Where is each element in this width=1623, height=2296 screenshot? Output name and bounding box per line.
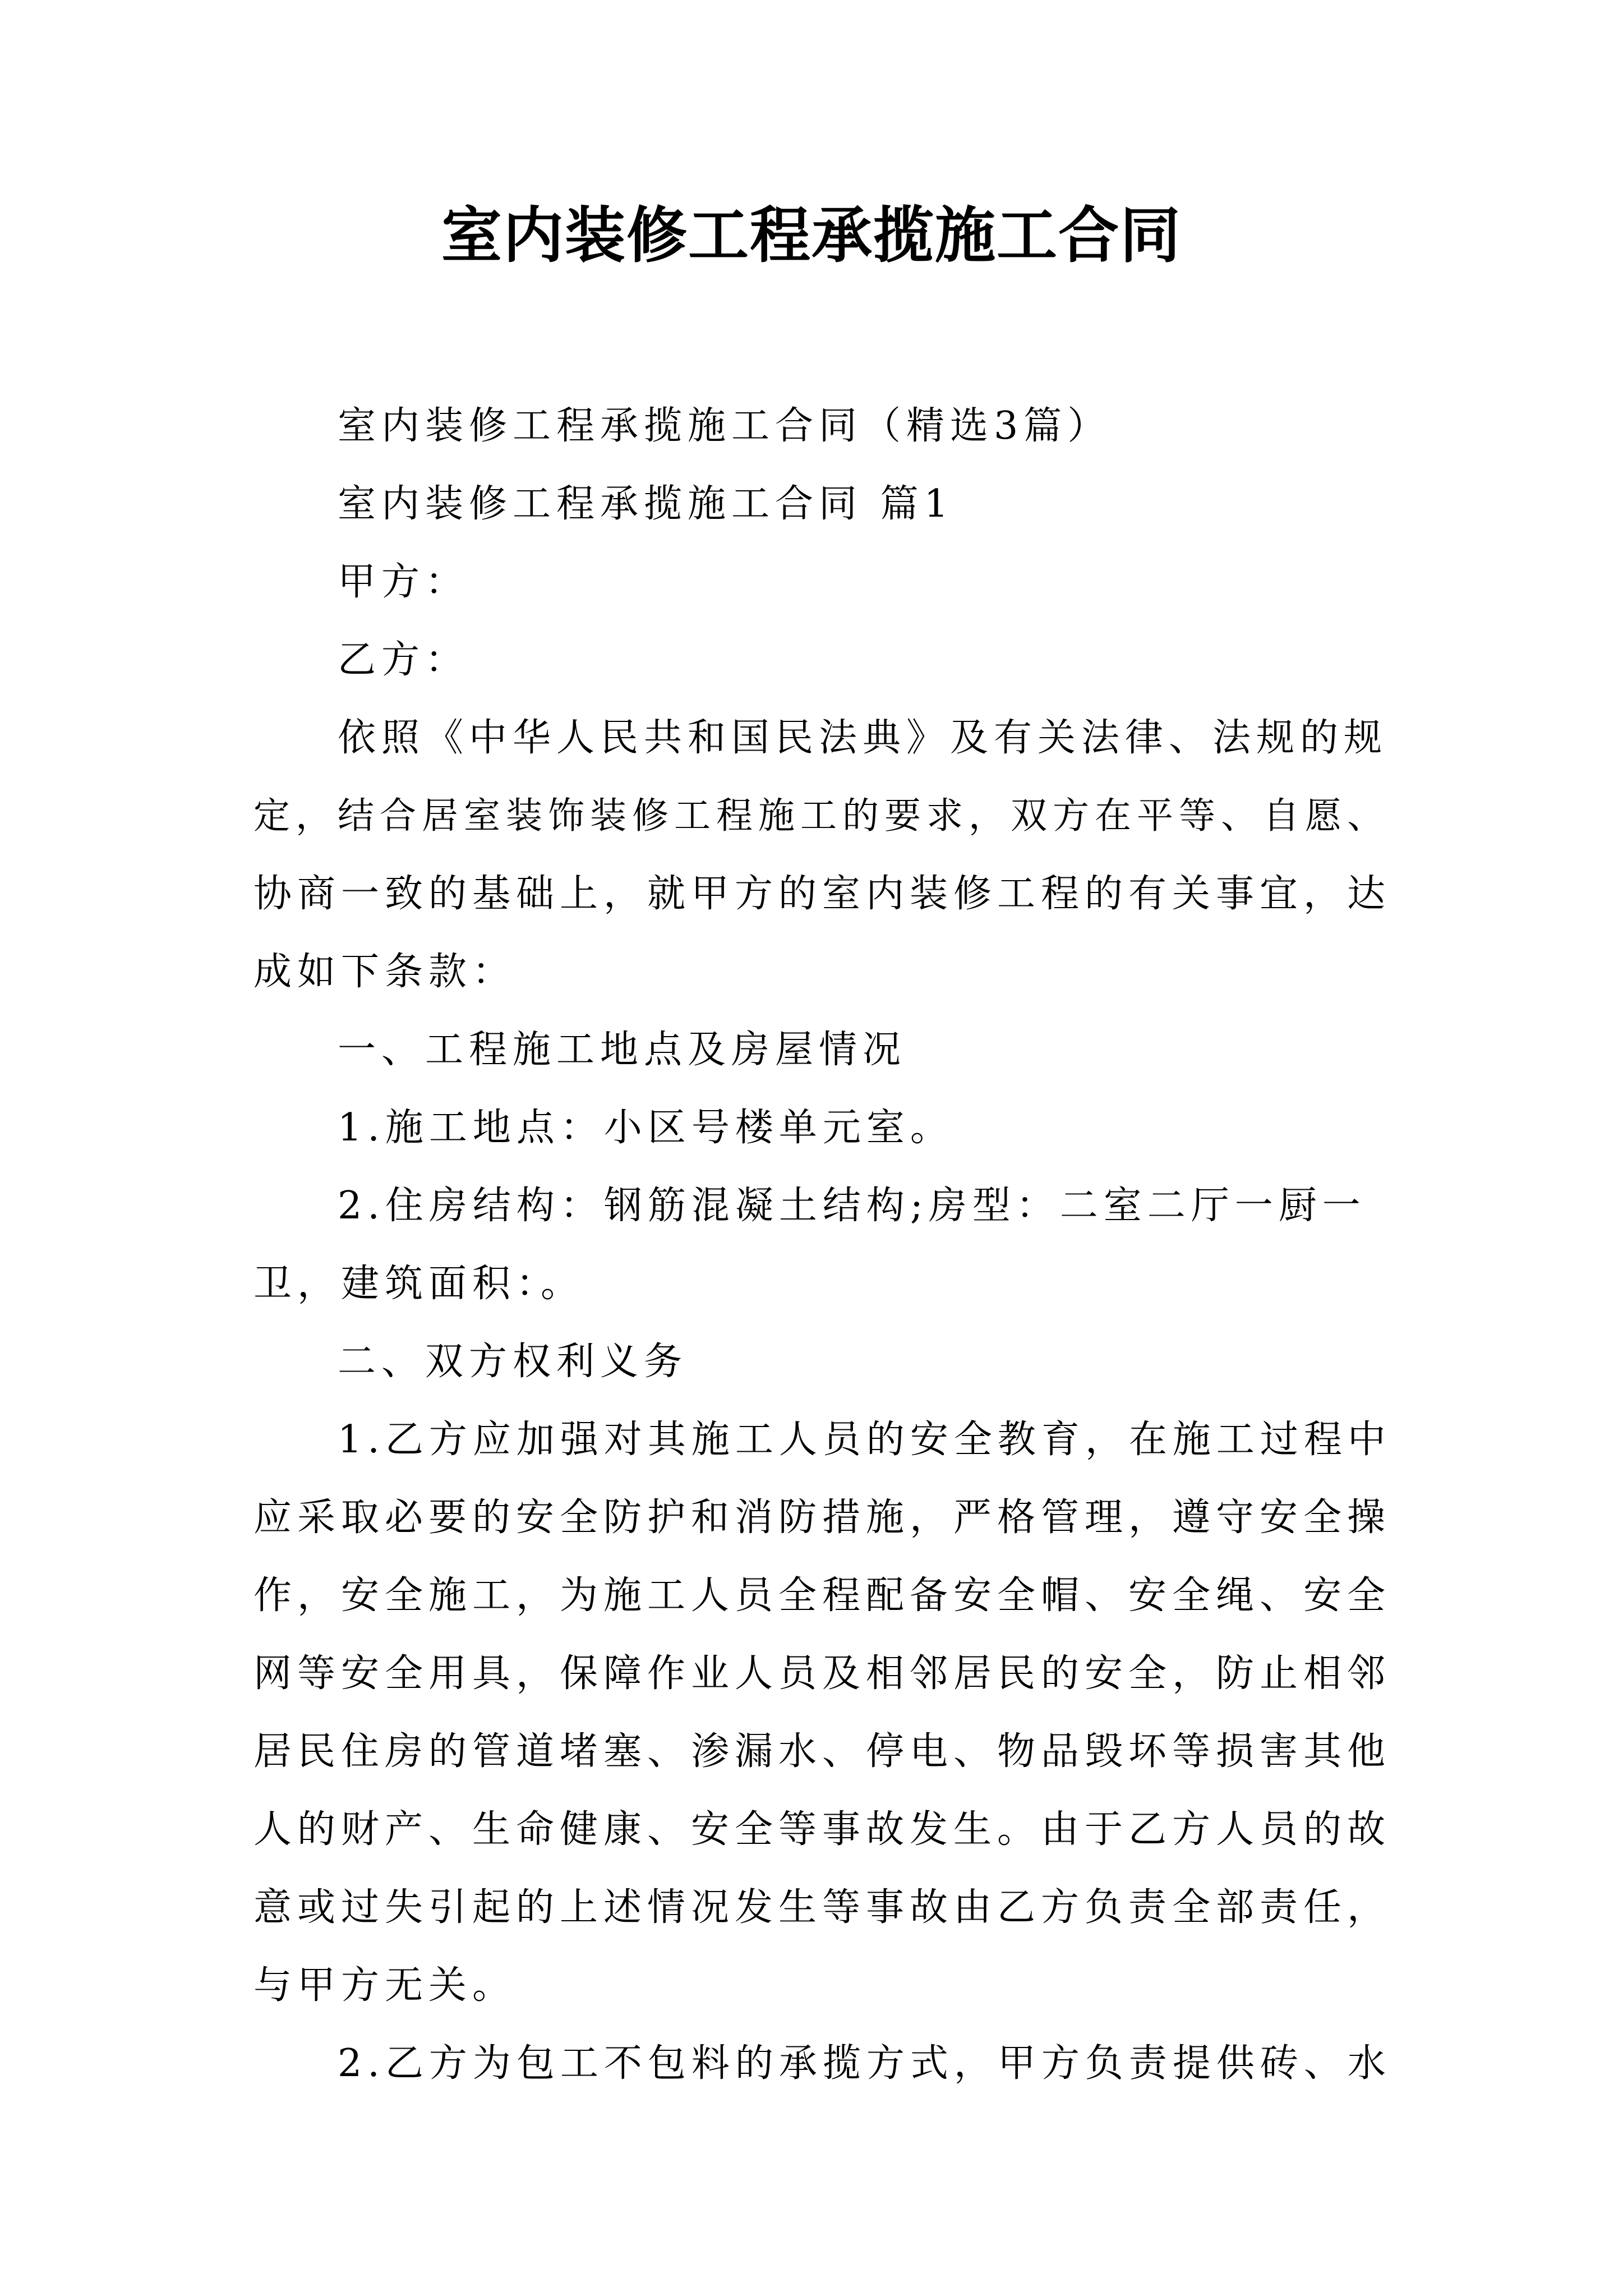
body-line: 意或过失引起的上述情况发生等事故由乙方负责全部责任， (253, 1885, 1391, 1930)
body-line: 居民住房的管道堵塞、渗漏水、停电、物品毁坏等损害其他 (253, 1729, 1391, 1774)
body-line: 协商一致的基础上，就甲方的室内装修工程的有关事宜，达 (253, 872, 1391, 916)
body-line: 乙方： (338, 638, 469, 682)
body-line: 人的财产、生命健康、安全等事故发生。由于乙方人员的故 (253, 1807, 1391, 1852)
document-body (253, 387, 1398, 2102)
body-line: 依照《中华人民共和国民法典》及有关法律、法规的规 (338, 716, 1388, 760)
body-line: 二、双方权利义务 (338, 1340, 688, 1384)
body-line: 室内装修工程承揽施工合同 篇1 (338, 482, 954, 526)
body-line: 作，安全施工，为施工人员全程配备安全帽、安全绳、安全 (253, 1573, 1391, 1618)
body-line: 定，结合居室装饰装修工程施工的要求，双方在平等、自愿、 (253, 795, 1390, 837)
body-line: 2.乙方为包工不包料的承揽方式，甲方负责提供砖、水 (338, 2041, 1391, 2086)
body-line: 一、工程施工地点及房屋情况 (338, 1028, 907, 1072)
body-line: 甲方： (338, 560, 469, 604)
document-title: 室内装修工程承揽施工合同 (441, 200, 1182, 271)
body-line: 成如下条款： (253, 950, 517, 994)
body-line: 应采取必要的安全防护和消防措施，严格管理，遵守安全操 (253, 1496, 1391, 1540)
body-line: 1.施工地点：小区号楼单元室。 (338, 1106, 954, 1150)
body-line: 1.乙方应加强对其施工人员的安全教育，在施工过程中 (338, 1418, 1391, 1462)
body-line: 2.住房结构：钢筋混凝土结构;房型：二室二厅一厨一 (338, 1184, 1366, 1228)
body-line: 卫，建筑面积：。 (253, 1262, 585, 1306)
body-line: 与甲方无关。 (253, 1963, 517, 2008)
body-line: 网等安全用具，保障作业人员及相邻居民的安全，防止相邻 (253, 1651, 1391, 1696)
body-line: 室内装修工程承揽施工合同（精选3篇） (338, 404, 1112, 448)
